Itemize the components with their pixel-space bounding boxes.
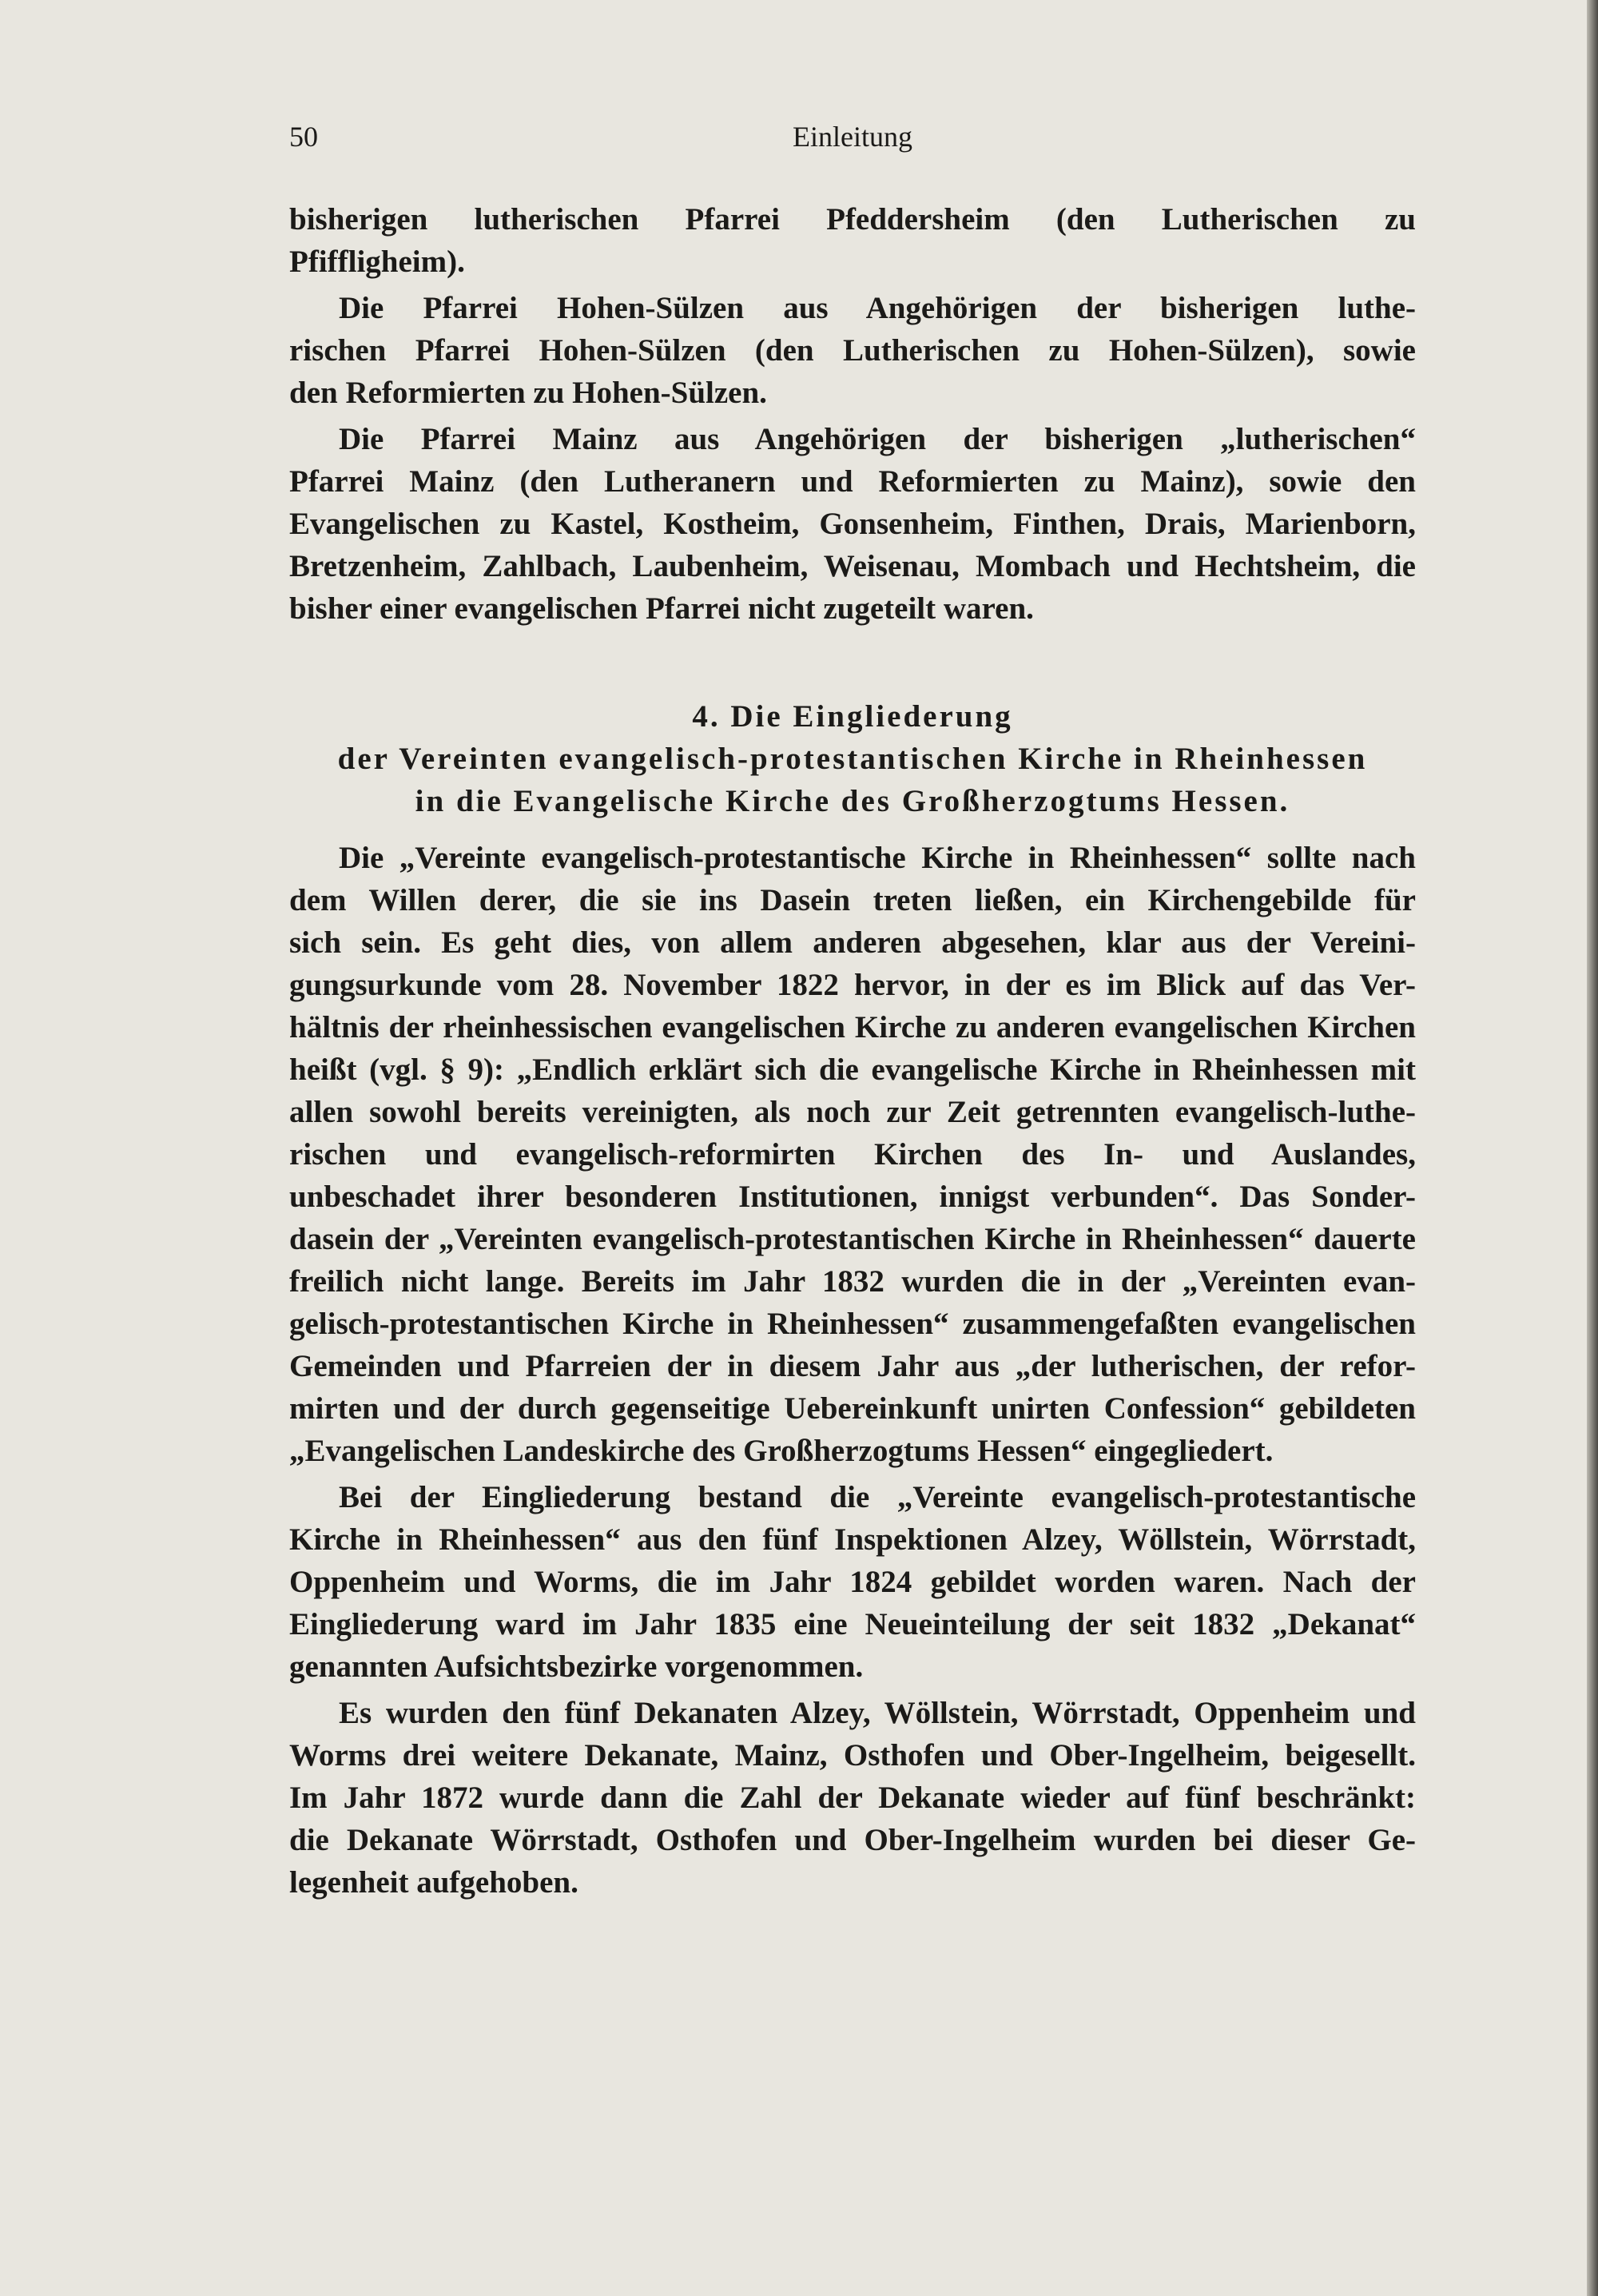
text-line: rischen und evangelisch-reformirten Kirchen des In- und Auslandes, (289, 1137, 1416, 1172)
text-line: hältnis der rheinhessischen evangelischen Kirche zu anderen evangelischen Kirchen (289, 1010, 1416, 1045)
text-line: Worms drei weitere Dekanate, Mainz, Osthofen und Ober-Ingelheim, beigesellt. (289, 1738, 1416, 1773)
section-title: 4. Die Eingliederung (692, 699, 1013, 734)
paragraph (289, 1476, 1416, 1688)
paragraph (289, 287, 1416, 414)
scan-edge (1587, 0, 1598, 2296)
text-line: Oppenheim und Worms, die im Jahr 1824 gebildet worden waren. Nach der (289, 1565, 1416, 1599)
page-number: 50 (289, 121, 318, 153)
text-line: heißt (vgl. § 9): „Endlich erklärt sich die evangelische Kirche in Rheinhessen mit (289, 1052, 1416, 1087)
text-line: sich sein. Es geht dies, von allem anderen abgesehen, klar aus der Vereini- (289, 925, 1416, 960)
text-line: rischen Pfarrei Hohen-Sülzen (den Lutherischen zu Hohen-Sülzen), sowie (289, 333, 1416, 368)
section-subtitle-line: in die Evangelische Kirche des Großherzogtums Hessen. (415, 784, 1290, 818)
section-subtitle-line: der Vereinten evangelisch-protestantischen Kirche in Rheinhessen (337, 742, 1368, 776)
running-title: Einleitung (793, 121, 912, 153)
page-body (289, 198, 1416, 1908)
paragraph (289, 418, 1416, 630)
text-line: den Reformierten zu Hohen-Sülzen. (289, 376, 767, 410)
text-line: die Dekanate Wörrstadt, Osthofen und Ober-Ingelheim wurden bei dieser Ge- (289, 1823, 1416, 1857)
text-line: bisher einer evangelischen Pfarrei nicht zugeteilt waren. (289, 591, 1034, 626)
text-line: Gemeinden und Pfarreien der in diesem Jahr aus „der lutherischen, der refor- (289, 1349, 1416, 1383)
text-line: Evangelischen zu Kastel, Kostheim, Gonsenheim, Finthen, Drais, Marienborn, (289, 507, 1416, 541)
text-line: gelisch-protestantischen Kirche in Rheinhessen“ zusammengefaßten evangelischen (289, 1307, 1416, 1341)
text-line: Eingliederung ward im Jahr 1835 eine Neueinteilung der seit 1832 „Dekanat“ (289, 1607, 1416, 1641)
running-header (289, 120, 1416, 160)
text-line: genannten Aufsichtsbezirke vorgenommen. (289, 1649, 864, 1684)
text-line: Die Pfarrei Hohen-Sülzen aus Angehörigen der bisherigen luthe- (339, 291, 1416, 325)
section-heading (289, 695, 1416, 822)
text-line: „Evangelischen Landeskirche des Großherzogtums Hessen“ eingegliedert. (289, 1434, 1274, 1468)
text-line: Bei der Eingliederung bestand die „Vereinte evangelisch-protestantische (339, 1480, 1416, 1514)
text-line: dem Willen derer, die sie ins Dasein treten ließen, ein Kirchengebilde für (289, 883, 1416, 917)
text-line: Pfarrei Mainz (den Lutheranern und Reformierten zu Mainz), sowie den (289, 464, 1416, 499)
text-line: Die „Vereinte evangelisch-protestantische Kirche in Rheinhessen“ sollte nach (339, 841, 1416, 875)
text-line: Die Pfarrei Mainz aus Angehörigen der bisherigen „lutherischen“ (339, 422, 1416, 456)
text-line: unbeschadet ihrer besonderen Institutionen, innigst verbunden“. Das Sonder- (289, 1180, 1416, 1214)
text-line: Pfiffligheim). (289, 245, 465, 279)
text-line: legenheit aufgehoben. (289, 1865, 578, 1900)
text-line: dasein der „Vereinten evangelisch-protestantischen Kirche in Rheinhessen“ dauerte (289, 1222, 1416, 1256)
text-line: freilich nicht lange. Bereits im Jahr 1832 wurden die in der „Vereinten evan- (289, 1264, 1416, 1299)
paragraph (289, 198, 1416, 283)
paragraphs-before (289, 198, 1416, 630)
paragraph (289, 1692, 1416, 1904)
text-line: Es wurden den fünf Dekanaten Alzey, Wöllstein, Wörrstadt, Oppenheim und (339, 1696, 1416, 1730)
text-line: Kirche in Rheinhessen“ aus den fünf Inspektionen Alzey, Wöllstein, Wörrstadt, (289, 1522, 1416, 1557)
paragraphs-after (289, 837, 1416, 1904)
text-line: Bretzenheim, Zahlbach, Laubenheim, Weisenau, Mombach und Hechtsheim, die (289, 549, 1416, 583)
text-line: allen sowohl bereits vereinigten, als noch zur Zeit getrennten evangelisch-luthe- (289, 1095, 1416, 1129)
paragraph (289, 837, 1416, 1472)
text-line: mirten und der durch gegenseitige Uebereinkunft unirten Confession“ gebildeten (289, 1391, 1416, 1426)
text-line: bisherigen lutherischen Pfarrei Pfeddersheim (den Lutherischen zu (289, 202, 1416, 237)
text-line: Im Jahr 1872 wurde dann die Zahl der Dekanate wieder auf fünf beschränkt: (289, 1781, 1416, 1815)
text-line: gungsurkunde vom 28. November 1822 hervor, in der es im Blick auf das Ver- (289, 968, 1416, 1002)
